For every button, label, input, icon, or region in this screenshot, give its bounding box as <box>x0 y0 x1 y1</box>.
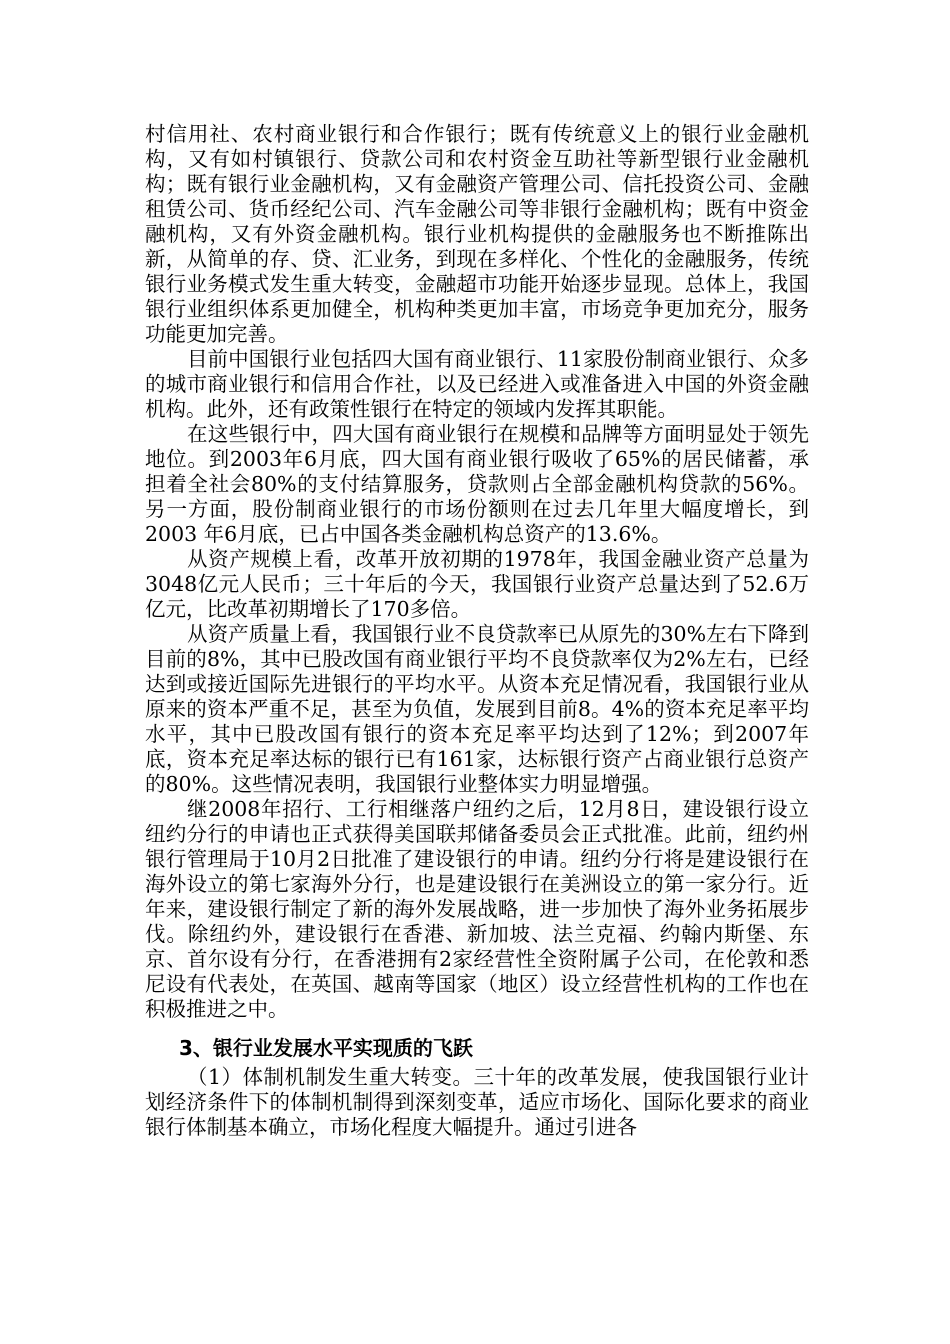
paragraph-institutions: 村信用社、农村商业银行和合作银行；既有传统意义上的银行业金融机构，又有如村镇银行、贷款公司和农村资金互助社等新型银行业金融机构；既有银行业金融机构，又有金融资产管理公司、信托投资公司、金融租赁公司、货币经纪公司、汽车金融公司等非银行金融机构；既有中资金融机构，又有外资金融机构。银行业机构提供的金融服务也不断推陈出新，从简单的存、贷、汇业务，到现在多样化、个性化的金融服务，传统银行业务模式发生重大转变，金融超市功能开始逐步显现。总体上，我国银行业组织体系更加健全，机构种类更加丰富，市场竞争更加充分，服务功能更加完善。 <box>145 122 809 346</box>
paragraph-asset-scale: 从资产规模上看，改革开放初期的1978年，我国金融业资产总量为3048亿元人民币；三十年后的今天，我国银行业资产总量达到了52.6万亿元，比改革初期增长了170多倍。 <box>145 547 809 621</box>
paragraph-ccb-new-york: 继2008年招行、工行相继落户纽约之后，12月8日，建设银行设立纽约分行的申请也正式获得美国联邦储备委员会正式批准。此前，纽约州银行管理局于10月2日批准了建设银行的申请。纽约分行将是建设银行在海外设立的第七家海外分行，也是建设银行在美洲设立的第一家分行。近年来，建设银行制定了新的海外发展战略，进一步加快了海外业务拓展步伐。除纽约外，建设银行在香港、新加坡、法兰克福、约翰内斯堡、东京、首尔设有分行，在香港拥有2家经营性全资附属子公司，在伦敦和悉尼设有代表处，在英国、越南等国家（地区）设立经营性机构的工作也在积极推进之中。 <box>145 797 809 1021</box>
paragraph-bank-composition: 目前中国银行业包括四大国有商业银行、11家股份制商业银行、众多的城市商业银行和信用合作社，以及已经进入或准备进入中国的外资金融机构。此外，还有政策性银行在特定的领域内发挥其职能。 <box>145 347 809 421</box>
paragraph-asset-quality: 从资产质量上看，我国银行业不良贷款率已从原先的30%左右下降到目前的8%，其中已股改国有商业银行平均不良贷款率仅为2%左右，已经达到或接近国际先进银行的平均水平。从资本充足情况看，我国银行业从原来的资本严重不足，甚至为负值，发展到目前8。4%的资本充足率平均水平，其中已股改国有银行的资本充足率平均达到了12%；到2007年底，资本充足率达标的银行已有161家，达标银行资产占商业银行总资产的80%。这些情况表明，我国银行业整体实力明显增强。 <box>145 622 809 796</box>
section-heading: 3、银行业发展水平实现质的飞跃 <box>179 1036 473 1060</box>
document-body <box>145 122 809 1140</box>
paragraph-big-four-share: 在这些银行中，四大国有商业银行在规模和品牌等方面明显处于领先地位。到2003年6月底，四大国有商业银行吸收了65%的居民储蓄，承担着全社会80%的支付结算服务，贷款则占全部金融机构贷款的56%。另一方面，股份制商业银行的市场份额则在过去几年里大幅度增长，到2003 年6月底，已占中国各类金融机构总资产的13.6%。 <box>145 422 809 546</box>
paragraph-institutional-change: （1）体制机制发生重大转变。三十年的改革发展，使我国银行业计划经济条件下的体制机制得到深刻变革，适应市场化、国际化要求的商业银行体制基本确立，市场化程度大幅提升。通过引进各 <box>145 1065 809 1139</box>
